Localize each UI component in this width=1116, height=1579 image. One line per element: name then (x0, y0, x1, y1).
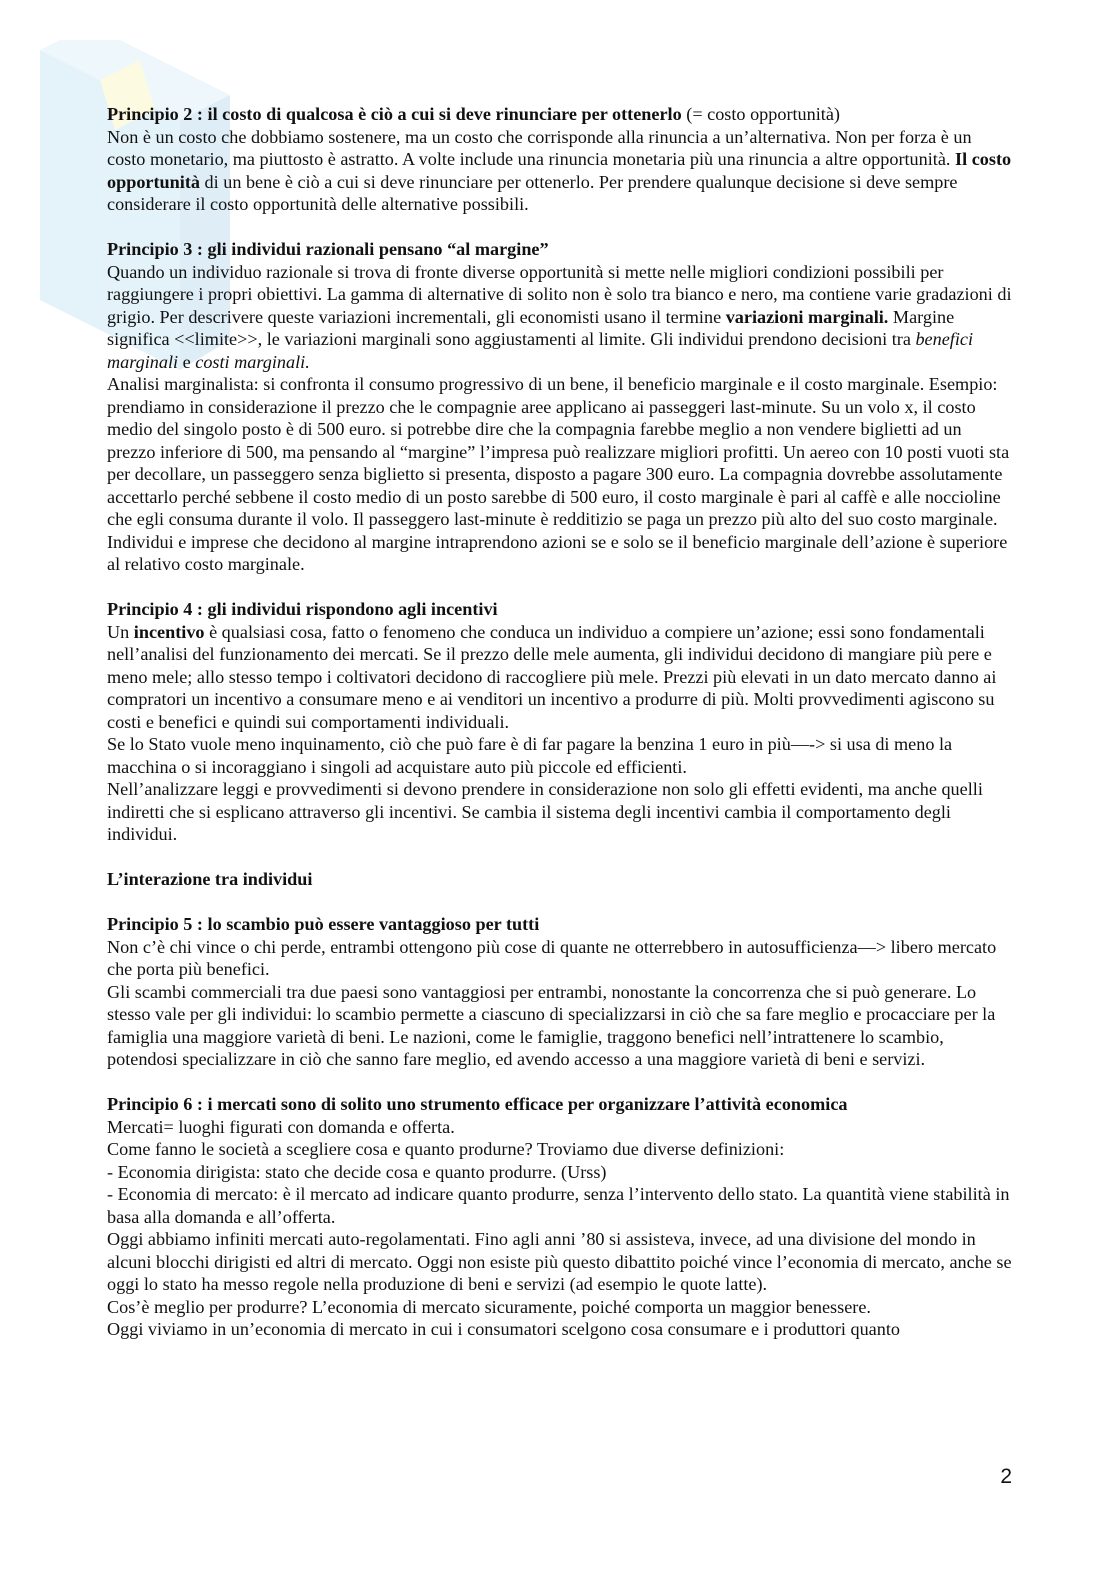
principle-5-paragraph-1: Non c’è chi vince o chi perde, entrambi ottengono più cose di quante ne otterrebbero in autosufficienza—> libero mercato che porta più benefici. (107, 936, 997, 979)
principle-4 (107, 598, 1012, 846)
principle-4-text-2: è qualsiasi cosa, fatto o fenomeno che conduca un individuo a compiere un’azione; essi sono fondamentali nell’analisi del funzionamento dei mercati. Se il prezzo delle mele aumenta, gli individui decidono di mangiare più pere e meno mele; allo stesso tempo i coltivatori decidono di raccogliere più mele. Prezzi più elevati in un dato mercato danno ai compratori un incentivo a consumare meno e ai venditori un incentivo a produrre di più. Molti provvedimenti agiscono su costi e benefici e quindi sui comportamenti individuali. (107, 621, 997, 732)
principle-3-text-3: e (178, 351, 196, 372)
section-heading: L’interazione tra individui (107, 869, 313, 889)
principle-3-paragraph-1 (107, 261, 1012, 374)
principle-2-heading: Principio 2 : il costo di qualcosa è ciò a cui si deve rinunciare per ottenerlo (107, 104, 682, 124)
principle-3-paragraph-2: Analisi marginalista: si confronta il consumo progressivo di un bene, il beneficio marginale e il costo marginale. Esempio: prendiamo in considerazione il prezzo che le compagnie aree applicano ai passeggeri last-minute. Su un volo x, il costo medio del singolo posto è di 500 euro. si potrebbe dire che la compagnia farebbe meglio a non vendere biglietti ad un prezzo inferiore di 500, ma pensando al “margine” l’impresa può realizzare migliori profitti. Un aereo con 10 posti vuoti sta per decollare, un passeggero senza biglietto si presenta, disposto a pagare 300 euro. La compagnia dovrebbe assolutamente accettarlo perché sebbene il costo medio di un posto sarebbe di 500 euro, il costo marginale è pari al caffè e alle noccioline che egli consuma durante il volo. Il passeggero last-minute è redditizio se paga un prezzo più alto del suo costo marginale. (107, 374, 1010, 529)
section-interaction (107, 868, 1012, 891)
principle-6-paragraph-5: Oggi abbiamo infiniti mercati auto-regolamentati. Fino agli anni ’80 si assisteva, invece, ad una divisione del mondo in alcuni blocchi dirigisti ed altri di mercato. Oggi non esiste più questo dibattito poiché vince l’economia di mercato, anche se oggi lo stato ha messo regole nella produzione di beni e servizi (ad esempio le quote latte). (107, 1229, 1012, 1294)
principle-3-italic-2: costi marginali. (195, 351, 310, 372)
principle-4-heading: Principio 4 : gli individui rispondono agli incentivi (107, 599, 498, 619)
principle-3-paragraph-3: Individui e imprese che decidono al margine intraprendono azioni se e solo se il beneficio marginale dell’azione è superiore al relativo costo marginale. (107, 531, 1008, 574)
principle-2-bold-term: Il costo opportunità (107, 149, 1012, 192)
principle-5 (107, 913, 1012, 1071)
principle-4-bold-term: incentivo (133, 621, 205, 642)
principle-6 (107, 1093, 1012, 1341)
principle-4-paragraph-1 (107, 621, 1012, 734)
principle-5-paragraph-2: Gli scambi commerciali tra due paesi sono vantaggiosi per entrambi, nonostante la concorrenza che si può generare. Lo stesso vale per gli individui: lo scambio permette a ciascuno di specializzarsi in ciò che sa fare meglio e procacciare per la famiglia una maggiore varietà di beni. Le nazioni, come le famiglie, traggono benefici nell’intrattenere lo scambio, potendosi specializzare in ciò che sanno fare meglio, ed avendo accesso a una maggiore varietà di beni e servizi. (107, 981, 996, 1069)
principle-5-heading: Principio 5 : lo scambio può essere vantaggioso per tutti (107, 914, 540, 934)
principle-4-paragraph-2: Se lo Stato vuole meno inquinamento, ciò che può fare è di far pagare la benzina 1 euro in più—-> si usa di meno la macchina o si incoraggiano i singoli ad acquistare auto più piccole ed efficienti. (107, 734, 953, 777)
principle-6-list-item-2: - Economia di mercato: è il mercato ad indicare quanto produrre, senza l’intervento dello stato. La quantità viene stabilità in basa alla domanda e all’offerta. (107, 1184, 1010, 1227)
principle-2-heading-note: (= costo opportunità) (681, 104, 840, 124)
principle-3-bold-term: variazioni marginali. (725, 306, 889, 327)
principle-3-italic-1: benefici marginali (107, 329, 974, 372)
principle-2-paragraph (107, 103, 1012, 216)
principle-6-list-item-1: - Economia dirigista: stato che decide cosa e quanto produrre. (Urss) (107, 1161, 607, 1182)
page-number: 2 (1000, 1465, 1012, 1488)
principle-2-text-1: Non è un costo che dobbiamo sostenere, ma un costo che corrisponde alla rinuncia a un’alternativa. Non per forza è un costo monetario, ma piuttosto è astratto. A volte include una rinuncia monetaria più una rinuncia a altre opportunità. (107, 126, 972, 169)
principle-2 (107, 103, 1012, 216)
principle-6-paragraph-6: Cos’è meglio per produrre? L’economia di mercato sicuramente, poiché comporta un maggior benessere. (107, 1296, 871, 1317)
principle-3-text-1: Quando un individuo razionale si trova di fronte diverse opportunità si mette nelle migliori condizioni possibili per raggiungere i propri obiettivi. La gamma di alternative di solito non è solo tra bianco e nero, ma contiene varie gradazioni di grigio. Per descrivere queste variazioni incrementali, gli economisti usano il termine (107, 261, 1012, 327)
principle-6-paragraph-7: Oggi viviamo in un’economia di mercato in cui i consumatori scelgono cosa consumare e i produttori quanto (107, 1319, 900, 1339)
principle-3-text-2: Margine significa <<limite>>, le variazioni marginali sono aggiustamenti al limite. Gli individui prendono decisioni tra (107, 306, 955, 349)
principle-4-text-1: Un (107, 621, 134, 642)
document-body (107, 103, 1012, 1341)
principle-4-paragraph-3: Nell’analizzare leggi e provvedimenti si devono prendere in considerazione non solo gli effetti evidenti, ma anche quelli indiretti che si esplicano attraverso gli incentivi. Se cambia il sistema degli incentivi cambia il comportamento degli individui. (107, 779, 983, 844)
principle-2-text-2: di un bene è ciò a cui si deve rinunciare per ottenerlo. Per prendere qualunque decisione si deve sempre considerare il costo opportunità delle alternative possibili. (107, 171, 958, 214)
principle-6-heading: Principio 6 : i mercati sono di solito uno strumento efficace per organizzare l’attività economica (107, 1094, 848, 1114)
principle-3 (107, 238, 1012, 576)
principle-3-heading: Principio 3 : gli individui razionali pensano “al margine” (107, 239, 549, 259)
principle-6-paragraph-1: Mercati= luoghi figurati con domanda e offerta. (107, 1116, 455, 1137)
principle-6-paragraph-2: Come fanno le società a scegliere cosa e quanto produrne? Troviamo due diverse definizioni: (107, 1139, 785, 1159)
